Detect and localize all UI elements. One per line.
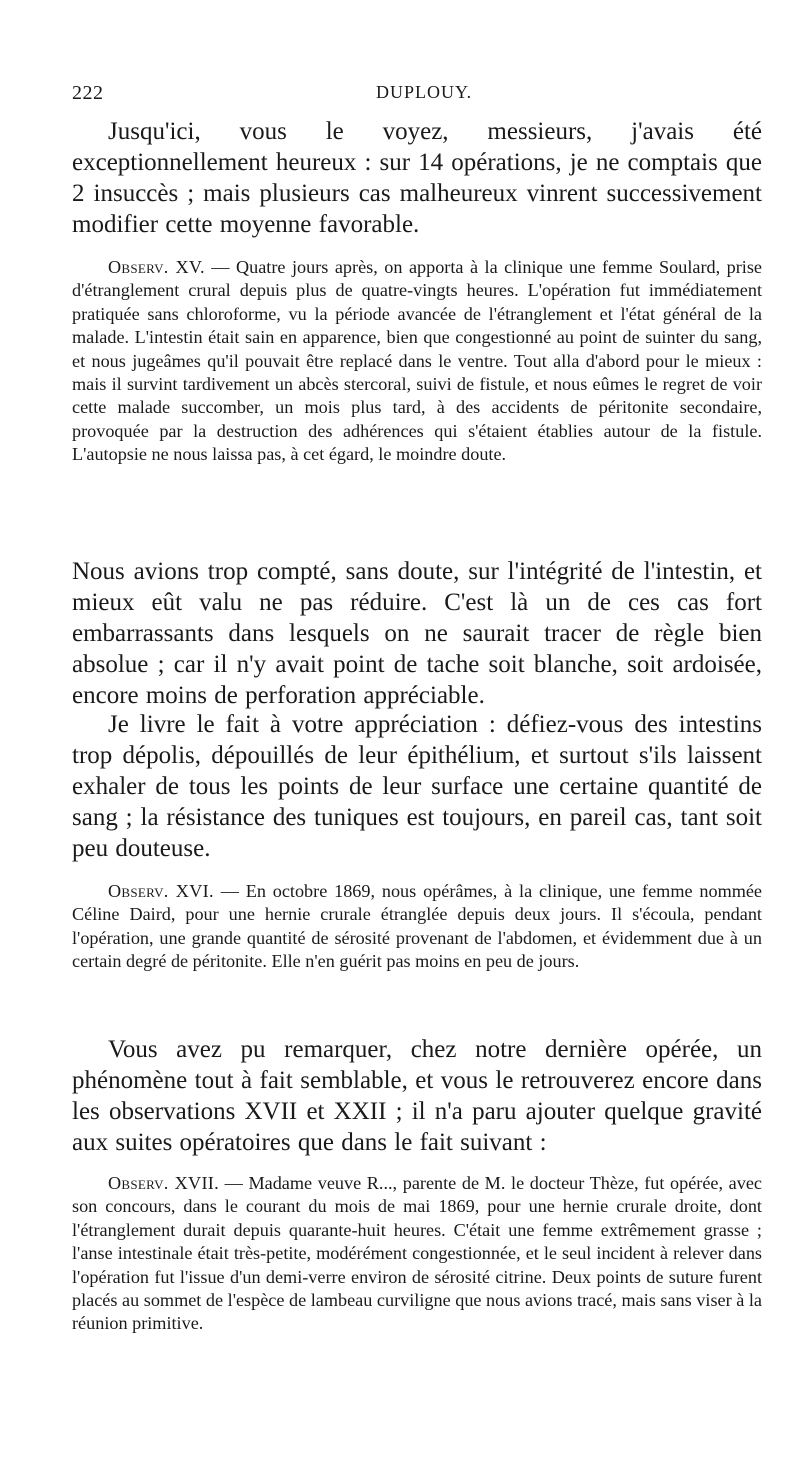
observation-text [72, 1172, 762, 1336]
page-number: 222 [72, 82, 104, 104]
observation-label: Observ. XVII. [108, 1173, 220, 1193]
observation-xv [72, 256, 762, 467]
observation-body: — En octobre 1869, nous opérâmes, à la clinique, une femme nommée Céline Daird, pour une hernie crurale étranglée depuis deux jours. Il s'écoula, pendant l'opération, une grande quantité de sérosité provenant de l'abdomen, et évidemment due à un certain degré de péritonite. Elle n'en guérit pas moins en peu de jours. [72, 881, 763, 972]
running-head [72, 82, 770, 106]
observation-label: Observ. XV. [108, 257, 205, 277]
paragraph-integrity [72, 556, 762, 711]
observation-body: — Quatre jours après, on apporta à la clinique une femme Soulard, prise d'étranglement crural depuis plus de quatre-vingts heures. L'opération fut immédiatement pratiquée sans chloroforme, vu la période avancée de l'étranglement et l'état général de la malade. L'intestin était sain en apparence, bien que congestionné au point de suinter du sang, et nous jugeâmes qu'il pouvait être replacé dans le ventre. Tout alla d'abord pour le mieux : mais il survint tardivement un abcès stercoral, suivi de fistule, et nous eûmes le regret de voir cette malade succomber, un mois plus tard, à des accidents de péritonite secondaire, provoquée par la destruction des adhérences qui s'étaient établies autour de la fistule. L'autopsie ne nous laissa pas, à cet égard, le moindre doute. [72, 257, 762, 465]
running-title: DUPLOUY. [376, 82, 473, 102]
paragraph-text: Jusqu'ici, vous le voyez, messieurs, j'avais été exceptionnellement heureux : sur 14 opérations, je ne comptais que 2 insuccès ; mais plusieurs cas malheureux vinrent successivement modifier cette moyenne favorable. [72, 118, 762, 238]
observation-text [72, 256, 762, 467]
paragraph-text: Vous avez pu remarquer, chez notre dernière opérée, un phénomène tout à fait semblable, et vous le retrouverez encore dans les observations XVII et XXII ; il n'a paru ajouter quelque gravité aux suites opératoires que dans le fait suivant : [72, 1036, 762, 1156]
paragraph-text: Nous avions trop compté, sans doute, sur l'intégrité de l'intestin, et mieux eût valu ne pas réduire. C'est là un de ces cas fort embarrassants dans lesquels on ne saurait tracer de règle bien absolue ; car il n'y avait point de tache soit blanche, soit ardoisée, encore moins de perforation appréciable. [72, 558, 762, 709]
paragraph-remark [72, 1034, 762, 1158]
observation-body: — Madame veuve R..., parente de M. le docteur Thèze, fut opérée, avec son concours, dans le courant du mois de mai 1869, pour une hernie crurale droite, dont l'étranglement durait depuis quarante-huit heures. C'était une femme extrêmement grasse ; l'anse intestinale était très-petite, modérément congestionnée, et le seul incident à relever dans l'opération fut l'issue d'un demi-verre environ de sérosité citrine. Deux points de suture furent placés au sommet de l'espèce de lambeau curviligne que nous avions tracé, mais sans viser à la réunion primitive. [72, 1173, 762, 1334]
paragraph-text: Je livre le fait à votre appréciation : défiez-vous des intestins trop dépolis, dépouillés de leur épithélium, et surtout s'ils laissent exhaler de tous les points de leur surface une certaine quantité de sang ; la résistance des tuniques est toujours, en pareil cas, tant soit peu douteuse. [72, 711, 762, 862]
paragraph-intro [72, 116, 762, 240]
paragraph-appreciation [72, 709, 762, 864]
observation-xvi [72, 880, 762, 974]
observation-text [72, 880, 762, 974]
observation-xvii [72, 1172, 762, 1336]
observation-label: Observ. XVI. [108, 881, 214, 901]
